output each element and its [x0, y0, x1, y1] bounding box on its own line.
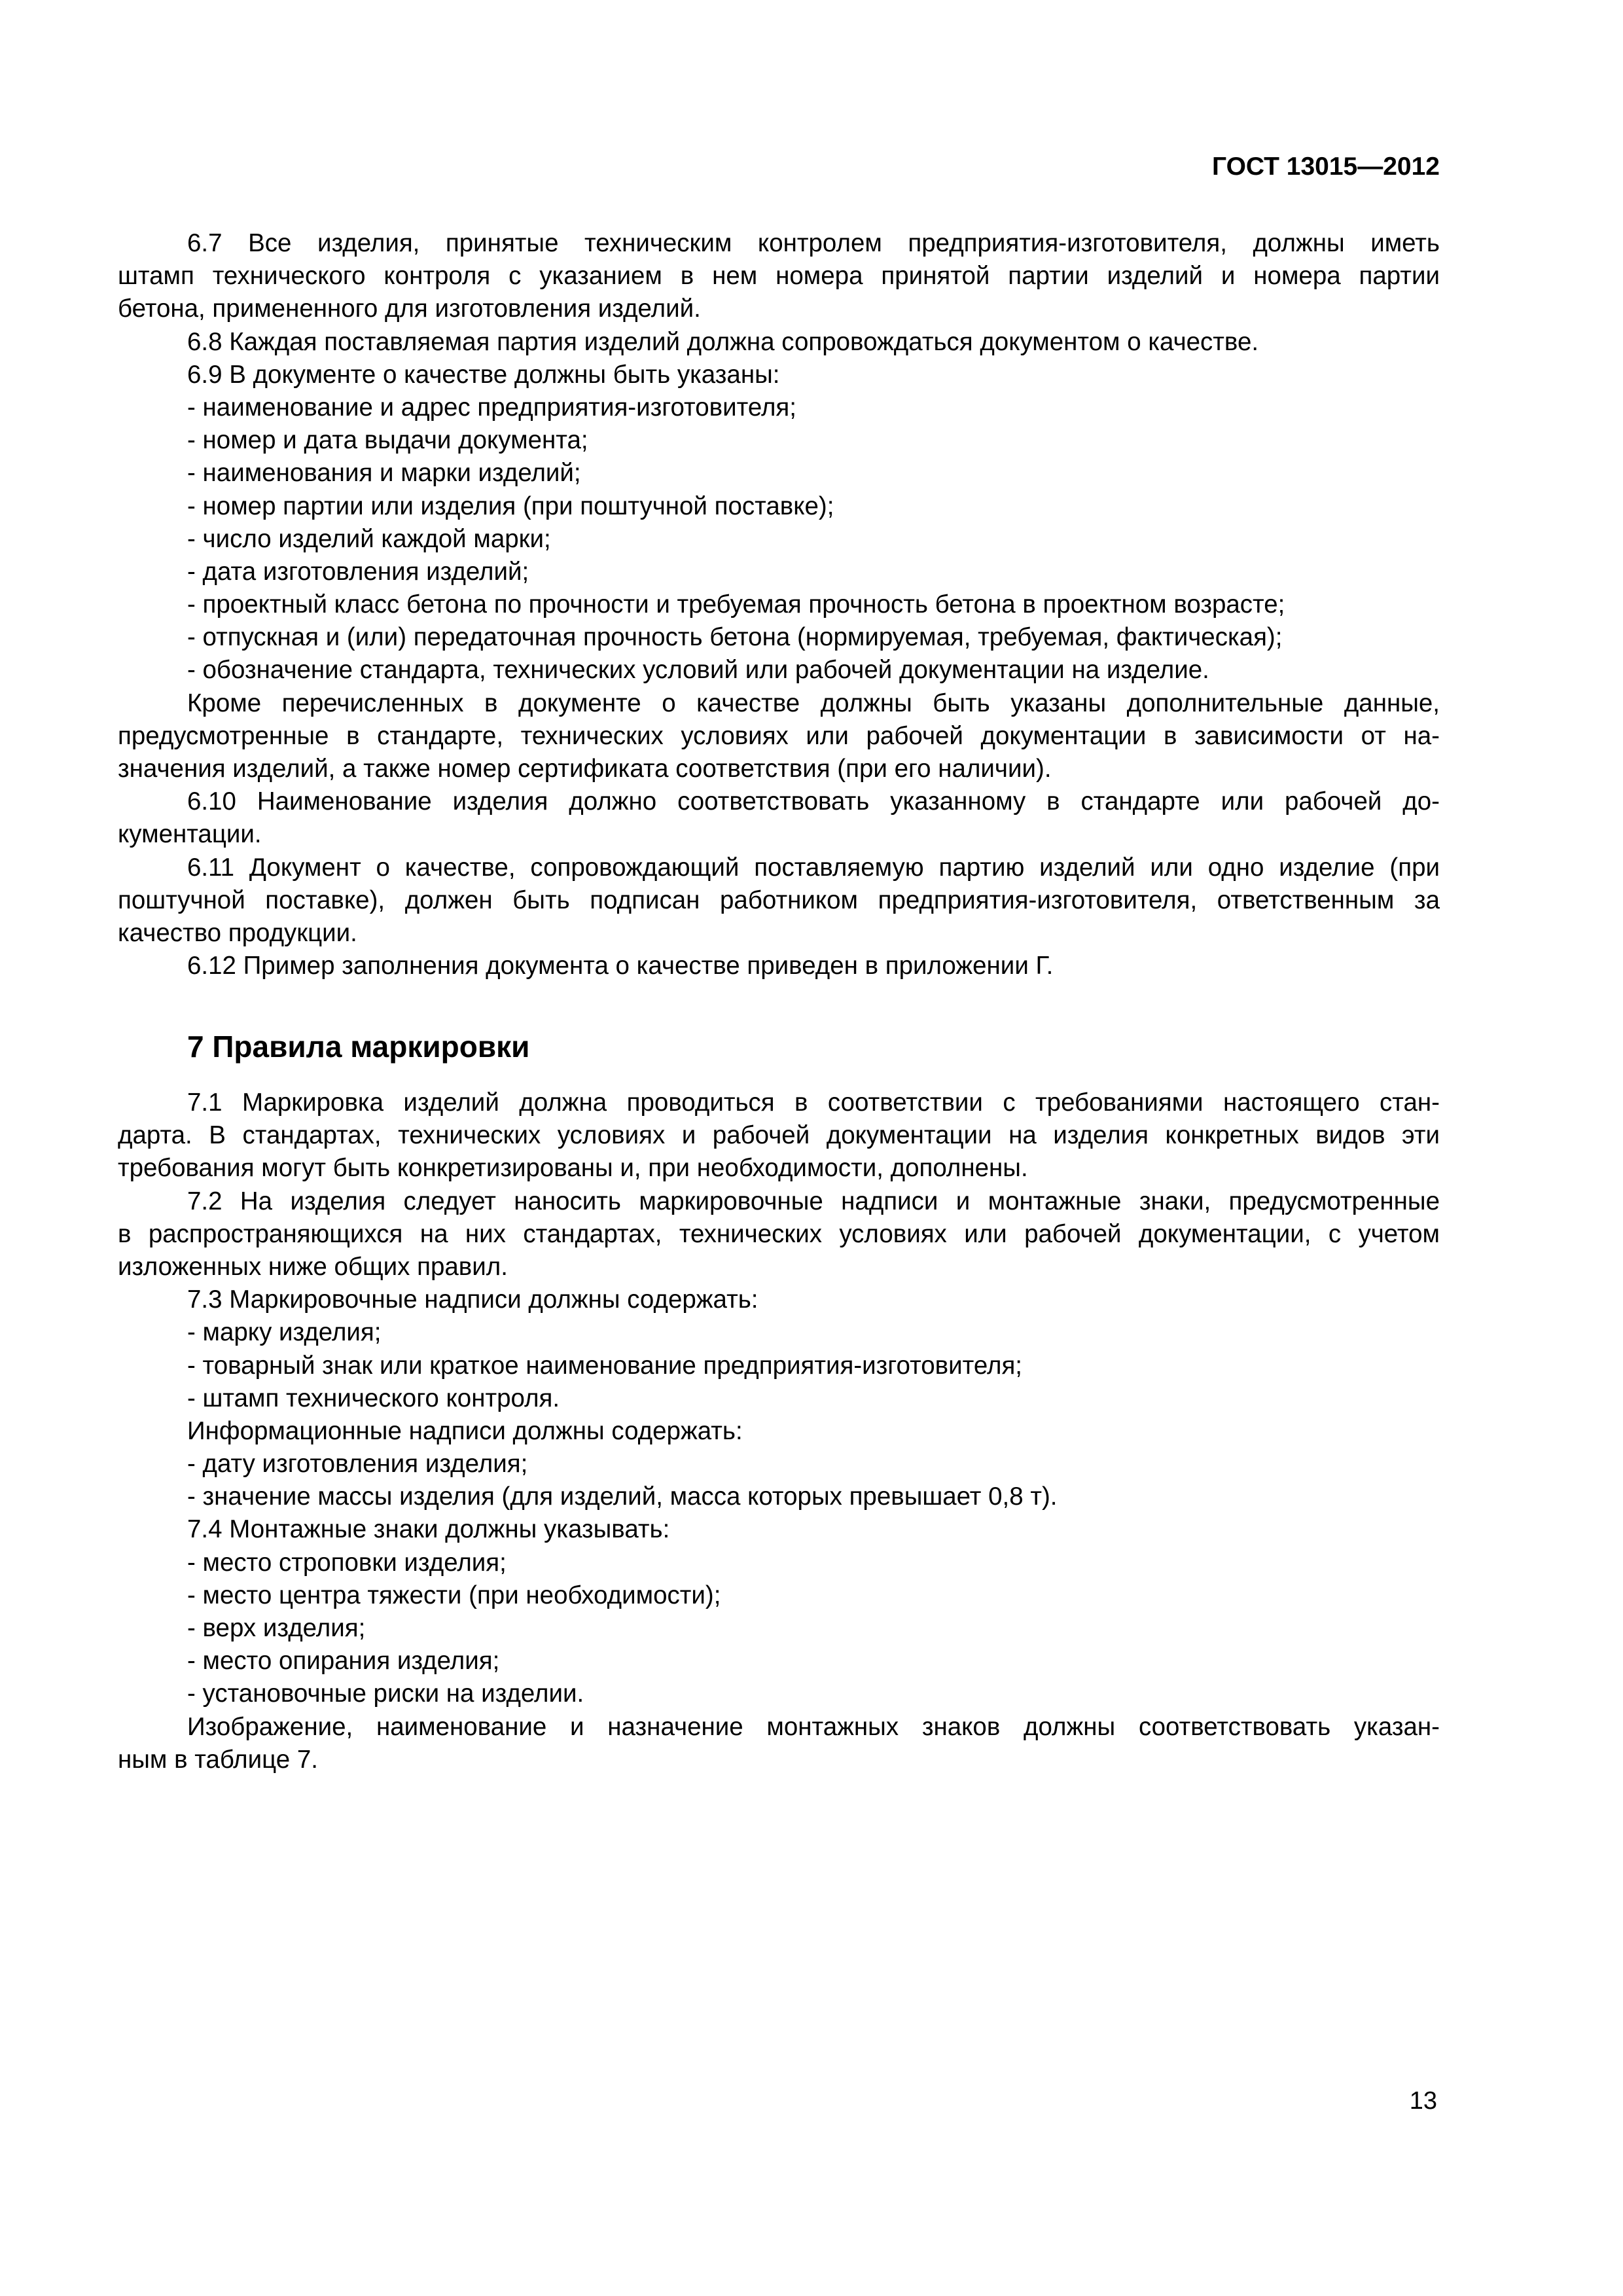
list-item: - обозначение стандарта, технических условий или рабочей документации на изделие.	[187, 656, 1209, 685]
text-line: предусмотренные в стандарте, технических условиях или рабочей документации в зависимости от на-	[118, 721, 1440, 750]
document-designation: ГОСТ 13015—2012	[1212, 152, 1440, 181]
text-line: Кроме перечисленных в документе о качестве должны быть указаны дополнительные данные,	[187, 689, 1440, 717]
text-line: 6.9 В документе о качестве должны быть указаны:	[187, 360, 780, 389]
text-line: в распространяющихся на них стандартах, технических условиях или рабочей документации, с учетом	[118, 1219, 1440, 1248]
text-line: 7.3 Маркировочные надписи должны содержать:	[187, 1285, 758, 1314]
list-item: - верх изделия;	[187, 1614, 366, 1642]
text-line: 6.8 Каждая поставляемая партия изделий должна сопровождаться документом о качестве.	[187, 327, 1259, 356]
text-line: ным в таблице 7.	[118, 1745, 318, 1774]
list-item: - номер партии или изделия (при поштучной поставке);	[187, 492, 834, 520]
section-7-body	[118, 1086, 1440, 1776]
list-item: - номер и дата выдачи документа;	[187, 426, 588, 455]
list-item: - установочные риски на изделии.	[187, 1679, 584, 1708]
section-heading: 7 Правила маркировки	[187, 1030, 530, 1064]
list-item: - наименования и марки изделий;	[187, 459, 581, 488]
list-item: - место центра тяжести (при необходимости);	[187, 1581, 721, 1609]
text-line: 6.11 Документ о качестве, сопровождающий поставляемую партию изделий или одно изделие (при	[187, 853, 1440, 882]
text-line: значения изделий, а также номер сертификата соответствия (при его наличии).	[118, 755, 1052, 783]
list-item: - дату изготовления изделия;	[187, 1450, 528, 1479]
text-line: требования могут быть конкретизированы и, при необходимости, дополнены.	[118, 1154, 1028, 1183]
list-item: - отпускная и (или) передаточная прочность бетона (нормируемая, требуемая, фактическая);	[187, 623, 1283, 652]
text-line: Изображение, наименование и назначение монтажных знаков должны соответствовать указан-	[187, 1712, 1440, 1741]
list-item: - число изделий каждой марки;	[187, 524, 551, 553]
text-line: штамп технического контроля с указанием в нем номера принятой партии изделий и номера партии	[118, 262, 1440, 291]
text-line: кументации.	[118, 820, 262, 849]
list-item: - место строповки изделия;	[187, 1548, 507, 1577]
text-line: 6.10 Наименование изделия должно соответствовать указанному в стандарте или рабочей до-	[187, 787, 1440, 816]
list-item: - дата изготовления изделий;	[187, 557, 529, 586]
list-item: - наименование и адрес предприятия-изготовителя;	[187, 393, 796, 422]
text-line: качество продукции.	[118, 918, 357, 947]
page-number: 13	[1409, 2087, 1437, 2115]
text-line: 7.1 Маркировка изделий должна проводиться в соответствии с требованиями настоящего стан-	[187, 1088, 1440, 1117]
sections-6-7-to-6-12	[118, 227, 1440, 982]
text-line: дарта. В стандартах, технических условиях и рабочей документации на изделия конкретных видов эти	[118, 1121, 1440, 1150]
text-line: 6.7 Все изделия, принятые техническим контролем предприятия-изготовителя, должны иметь	[187, 229, 1440, 257]
list-item: - товарный знак или краткое наименование предприятия-изготовителя;	[187, 1351, 1022, 1380]
text-line: изложенных ниже общих правил.	[118, 1252, 508, 1281]
text-line: 7.4 Монтажные знаки должны указывать:	[187, 1515, 670, 1544]
list-item: - марку изделия;	[187, 1318, 382, 1347]
text-line: 6.12 Пример заполнения документа о качестве приведен в приложении Г.	[187, 952, 1054, 980]
list-item: - значение массы изделия (для изделий, масса которых превышает 0,8 т).	[187, 1482, 1058, 1511]
list-item: - место опирания изделия;	[187, 1647, 500, 1676]
text-line: 7.2 На изделия следует наносить маркировочные надписи и монтажные знаки, предусмотренные	[187, 1187, 1440, 1215]
list-item: - штамп технического контроля.	[187, 1384, 560, 1412]
text-line: бетона, примененного для изготовления изделий.	[118, 295, 701, 323]
text-line: поштучной поставке), должен быть подписан работником предприятия-изготовителя, ответственным за	[118, 886, 1440, 914]
list-item: - проектный класс бетона по прочности и требуемая прочность бетона в проектном возрасте;	[187, 590, 1285, 619]
text-line: Информационные надписи должны содержать:	[187, 1416, 743, 1445]
